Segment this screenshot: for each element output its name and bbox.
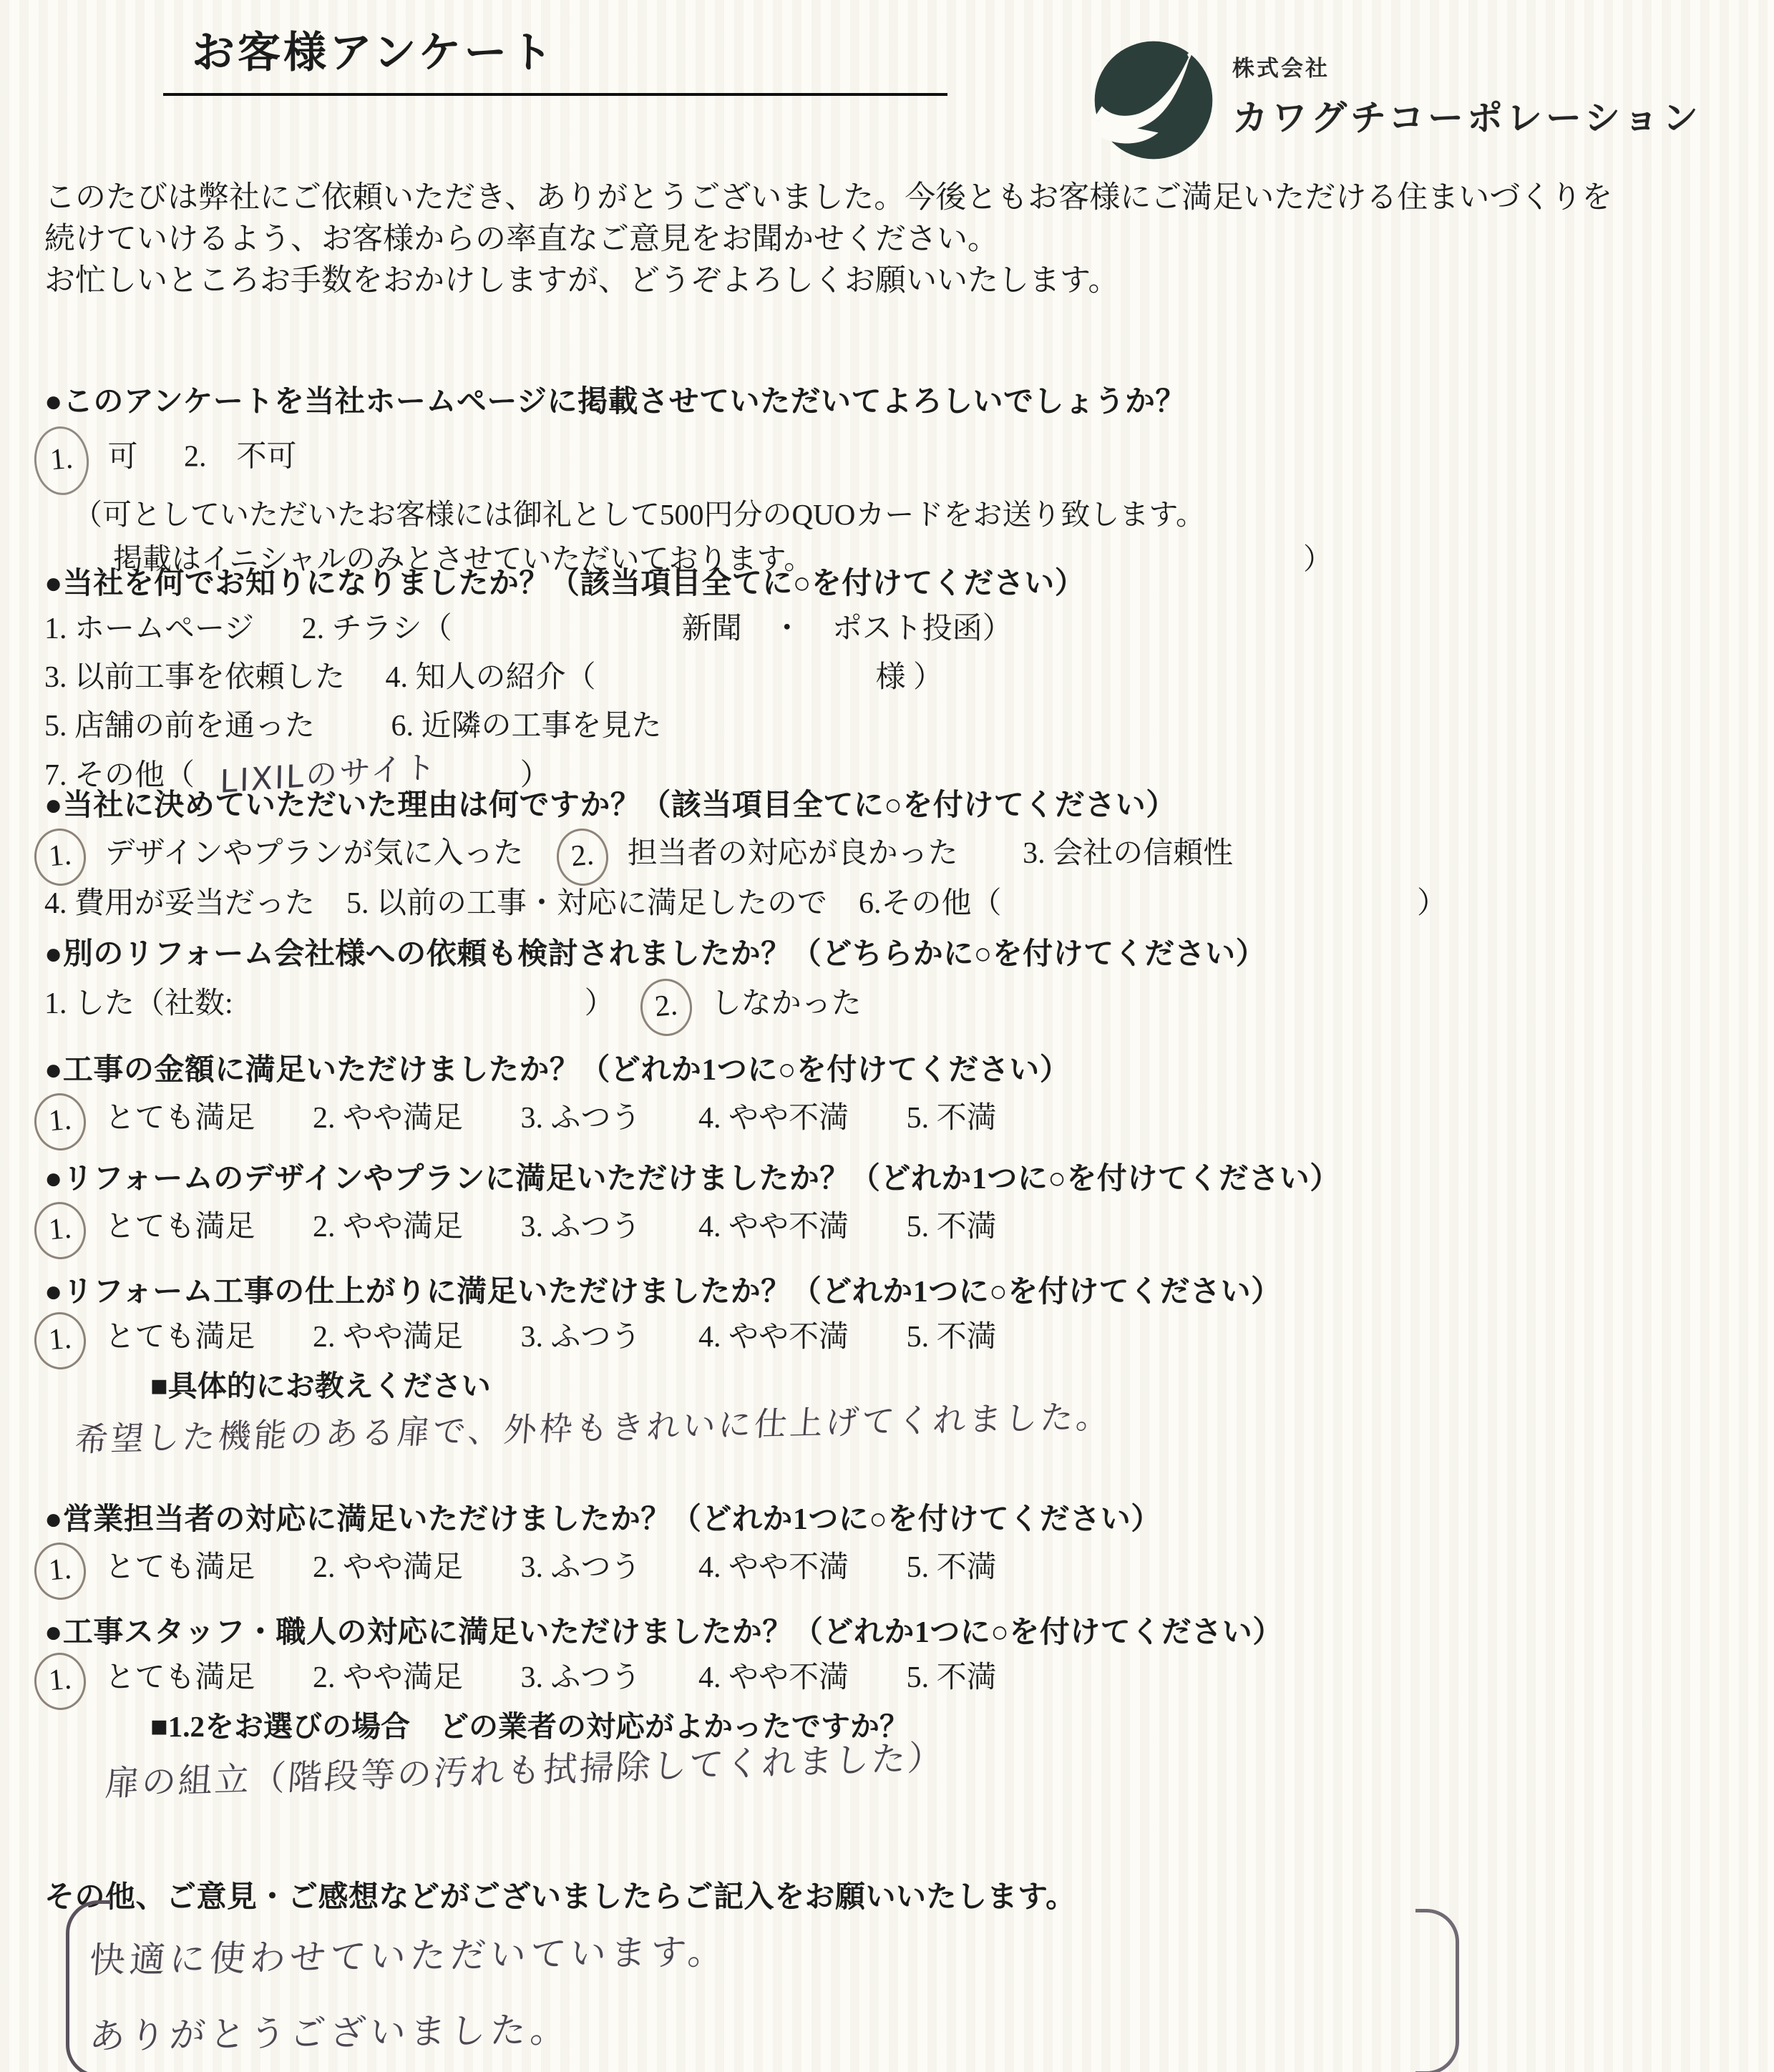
reason-row-2 — [44, 881, 1447, 926]
option-neutral: 3. ふつう — [520, 1211, 641, 1243]
company-name: カワグチコーポレーション — [1232, 98, 1702, 138]
option-somewhat-satisfied: 2. やや満足 — [313, 1551, 464, 1584]
question-other-companies-title: ●別のリフォーム会社様への依頼も検討されましたか？（どちらかに○を付けてください） — [44, 938, 1267, 971]
option-homepage: 1. ホームページ — [44, 612, 255, 645]
company-logo-icon — [1093, 40, 1214, 160]
question-finish-title: ●リフォーム工事の仕上がりに満足いただけましたか？（どれか1つに○を付けてください） — [44, 1276, 1282, 1309]
reason-row-1 — [44, 831, 1755, 877]
option-somewhat-dissatisfied: 4. やや不満 — [698, 1321, 849, 1354]
price-options — [44, 1096, 1755, 1142]
considered-close-paren: ） — [584, 987, 615, 1020]
question-publish — [44, 378, 1755, 580]
option-company-trust: 3. 会社の信頼性 — [1023, 837, 1234, 870]
option-very-satisfied: とても満足 — [104, 1211, 255, 1243]
handwritten-comment-line-2: ありがとうございました。 — [87, 2008, 572, 2058]
question-sales — [44, 1495, 1755, 1591]
source-row-1 — [44, 607, 1755, 651]
question-source — [44, 559, 1755, 801]
option-dissatisfied: 5. 不満 — [906, 1211, 997, 1243]
handwritten-source-other: LIXILのサイト — [219, 748, 438, 801]
finish-detail-prompt: ■具体的にお教えください — [150, 1369, 491, 1403]
option-very-satisfied: とても満足 — [104, 1661, 255, 1694]
question-price — [44, 1046, 1755, 1142]
option-passed-store: 5. 店舗の前を通った — [44, 710, 316, 743]
other-companies-options — [44, 982, 1755, 1027]
handwritten-finish-comment: 希望した機能のある扉で、外枠もきれいに仕上げてくれました。 — [73, 1397, 1113, 1460]
intro-line-3: お忙しいところお手数をおかけしますが、どうぞよろしくお願いいたします。 — [44, 264, 1119, 298]
intro-paragraph — [44, 177, 1748, 302]
option-referral: 4. 知人の紹介（ — [385, 661, 596, 694]
company-name-block — [1232, 50, 1702, 141]
source-other-close-paren: ） — [520, 759, 550, 792]
question-sales-title: ●営業担当者の対応に満足いただけましたか？（どれか1つに○を付けてください） — [44, 1503, 1161, 1536]
option-somewhat-satisfied: 2. やや満足 — [313, 1211, 464, 1243]
option-considered: 1. した（社数: — [44, 987, 233, 1020]
question-price-title: ●工事の金額に満足いただけましたか？（どれか1つに○を付けてください） — [44, 1054, 1071, 1087]
handwritten-bracket-right — [1415, 1909, 1459, 2072]
circled-answer-not-considered: 2. — [638, 977, 695, 1038]
option-dissatisfied: 5. 不満 — [906, 1321, 997, 1354]
source-row-3 — [44, 704, 1755, 748]
option-very-satisfied: とても満足 — [104, 1102, 255, 1135]
question-reason — [44, 781, 1755, 926]
question-other-companies — [44, 930, 1755, 1027]
option-dissatisfied: 5. 不満 — [906, 1551, 997, 1584]
circled-answer-staff: 1. — [32, 1651, 89, 1712]
option-very-satisfied: とても満足 — [104, 1551, 255, 1584]
page-title: お客様アンケート — [192, 29, 556, 77]
option-somewhat-satisfied: 2. やや満足 — [313, 1661, 464, 1694]
question-finish — [44, 1268, 1755, 1462]
staff-detail-prompt: ■1.2をお選びの場合 どの業者の対応がよかったですか？ — [150, 1710, 910, 1744]
option-neutral: 3. ふつう — [520, 1551, 641, 1584]
option-very-satisfied: とても満足 — [104, 1321, 255, 1354]
option-neutral: 3. ふつう — [520, 1321, 641, 1354]
handwritten-staff-comment: 扉の組立（階段等の汚れも拭掃除してくれました） — [104, 1737, 946, 1804]
option-other: 7. その他（ — [44, 759, 195, 792]
option-dissatisfied: 5. 不満 — [906, 1661, 997, 1694]
question-design-title: ●リフォームのデザインやプランに満足いただけましたか？（どれか1つに○を付けてください） — [44, 1163, 1340, 1196]
source-row-2 — [44, 655, 1755, 700]
company-logo — [1093, 40, 1702, 160]
question-publish-title: ●このアンケートを当社ホームページに掲載させていただいてよろしいでしょうか？ — [44, 386, 1186, 419]
option-publish-ng: 2. 不可 — [184, 440, 297, 474]
option-somewhat-satisfied: 2. やや満足 — [313, 1321, 464, 1354]
option-fair-price: 4. 費用が妥当だった — [44, 887, 316, 921]
question-source-title: ●当社を何でお知りになりましたか？（該当項目全てに○を付けてください） — [44, 567, 1086, 600]
option-liked-design: デザインやプランが気に入った — [104, 837, 524, 870]
circled-answer-sales: 1. — [32, 1540, 89, 1602]
intro-line-2: 続けていけるよう、お客様からの率直なご意見をお聞かせください。 — [44, 223, 998, 256]
option-flyer: 2. チラシ（ — [301, 612, 452, 645]
question-publish-options — [44, 432, 1755, 487]
option-dissatisfied: 5. 不満 — [906, 1102, 997, 1135]
option-somewhat-dissatisfied: 4. やや不満 — [698, 1211, 849, 1243]
sales-options — [44, 1545, 1755, 1591]
option-referral-sama: 様 ） — [875, 661, 944, 694]
circled-answer-design-sat: 1. — [32, 1200, 89, 1261]
publish-note-line-1: （可としていただいたお客様には御礼として500円分のQUOカードをお送り致します。 — [73, 498, 1206, 531]
reason-other-close-paren: ） — [1416, 887, 1447, 921]
option-reason-other: 6.その他（ — [859, 887, 1002, 921]
circled-answer-design: 1. — [32, 826, 89, 888]
option-satisfied-before: 5. 以前の工事・対応に満足したので — [346, 887, 828, 921]
option-previous-work: 3. 以前工事を依頼した — [44, 661, 346, 694]
option-somewhat-dissatisfied: 4. やや不満 — [698, 1102, 849, 1135]
publish-note-close-paren: ） — [1303, 542, 1332, 575]
free-comment-label: その他、ご意見・ご感想などがございましたらご記入をお願いいたします。 — [44, 1881, 1076, 1914]
option-neutral: 3. ふつう — [520, 1661, 641, 1694]
option-neutral: 3. ふつう — [520, 1102, 641, 1135]
option-somewhat-dissatisfied: 4. やや不満 — [698, 1661, 849, 1694]
page-header — [163, 19, 947, 96]
question-reason-title: ●当社に決めていただいた理由は何ですか？（該当項目全てに○を付けてください） — [44, 789, 1176, 822]
intro-line-1: このたびは弊社にご依頼いただき、ありがとうございました。今後ともお客様にご満足いただける住まいづくりを — [44, 181, 1613, 215]
circled-answer-staff-response: 2. — [555, 826, 611, 888]
question-staff — [44, 1608, 1755, 1807]
publish-note-text: 掲載はイニシャルのみとさせていただいております。 — [113, 542, 814, 575]
handwritten-comment-line-1: 快適に使わせていただいています。 — [87, 1930, 730, 1982]
option-flyer-detail: 新聞 ・ ポスト投函） — [681, 612, 1013, 645]
option-good-response: 担当者の対応が良かった — [627, 837, 958, 870]
question-design — [44, 1155, 1755, 1251]
option-publish-ok: 可 — [107, 440, 138, 474]
finish-options — [44, 1315, 1755, 1361]
design-options — [44, 1205, 1755, 1251]
company-prefix: 株式会社 — [1232, 56, 1330, 81]
option-somewhat-satisfied: 2. やや満足 — [313, 1102, 464, 1135]
option-somewhat-dissatisfied: 4. やや不満 — [698, 1551, 849, 1584]
staff-options — [44, 1656, 1755, 1701]
circled-answer-1: 1. — [31, 424, 92, 497]
circled-answer-price: 1. — [32, 1091, 89, 1153]
option-not-considered: しなかった — [711, 987, 862, 1020]
question-staff-title: ●工事スタッフ・職人の対応に満足いただけましたか？（どれか1つに○を付けてください） — [44, 1616, 1283, 1649]
circled-answer-finish: 1. — [32, 1310, 89, 1372]
option-saw-nearby-work: 6. 近隣の工事を見た — [391, 710, 662, 743]
